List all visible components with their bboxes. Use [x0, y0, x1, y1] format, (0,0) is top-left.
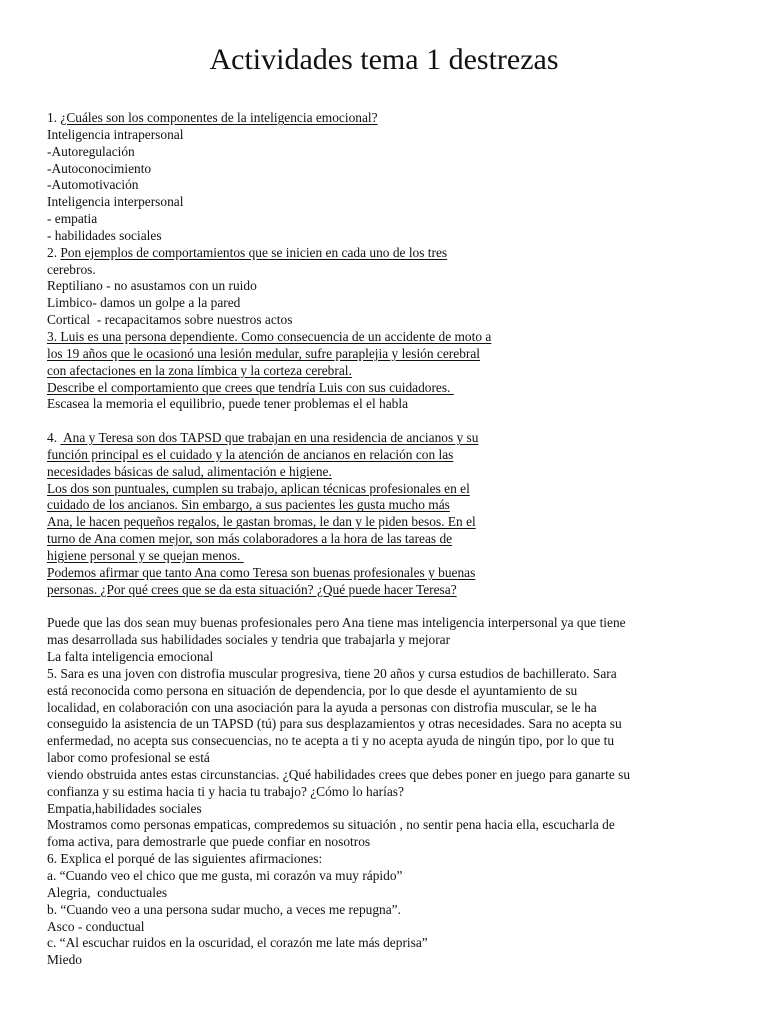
line-text: mas desarrollada sus habilidades sociales y tendria que trabajarla y mejorar [47, 632, 451, 648]
line-text: La falta inteligencia emocional [47, 649, 214, 664]
text-line [47, 514, 759, 531]
line-text: - empatia [47, 211, 98, 227]
text-line [47, 565, 759, 582]
line-text: -Autoconocimiento [47, 160, 152, 176]
line-text: labor como profesional se está [47, 750, 210, 766]
line-text: Miedo [47, 952, 82, 968]
text-line [47, 144, 759, 161]
line-text: Alegria, conductuales [47, 884, 168, 900]
text-line [47, 952, 759, 969]
text-line [47, 312, 759, 329]
line-text: cerebros. [47, 261, 96, 277]
text-line [47, 161, 759, 178]
line-text: Reptiliano - no asustamos con un ruido [47, 278, 257, 294]
text-line [47, 295, 759, 312]
text-line [47, 177, 759, 194]
text-line [47, 396, 759, 413]
text-line [47, 716, 759, 733]
blank-line [47, 598, 759, 615]
underlined-question-text: cuidado de los ancianos. Sin embargo, a sus pacientes les gusta mucho más [47, 497, 450, 513]
underlined-question-text: higiene personal y se quejan menos. [47, 547, 244, 563]
text-line [47, 548, 759, 565]
line-text: 4. [47, 430, 61, 446]
line-text: viendo obstruida antes estas circunstancias. ¿Qué habilidades crees que debes poner en juego para ganarte su [47, 766, 631, 782]
line-text: a. “Cuando veo el chico que me gusta, mi corazón va muy rápido” [47, 867, 403, 883]
text-line [47, 346, 759, 363]
text-line [47, 902, 759, 919]
text-line [47, 834, 759, 851]
line-text: enfermedad, no acepta sus consecuencias, no te acepta a ti y no acepta ayuda de ningún tipo, por lo que tu [47, 733, 615, 749]
line-text: está reconocida como persona en situación de dependencia, por lo que desde el ayuntamiento de su [47, 682, 578, 698]
text-line [47, 767, 759, 784]
text-line [47, 851, 759, 868]
line-text: Mostramos como personas empaticas, compredemos su situación , no sentir pena hacia ella, escucharla de [47, 817, 615, 833]
line-text: foma activa, para demostrarle que puede confiar en nosotros [47, 834, 371, 850]
line-text: Inteligencia interpersonal [47, 194, 184, 210]
text-line [47, 127, 759, 144]
underlined-question-text: Ana y Teresa son dos TAPSD que trabajan en una residencia de ancianos y su [60, 430, 479, 446]
underlined-question-text: Los dos son puntuales, cumplen su trabajo, aplican técnicas profesionales en el [47, 480, 470, 496]
line-text: Puede que las dos sean muy buenas profesionales pero Ana tiene mas inteligencia interpersonal ya que tiene [47, 615, 626, 631]
text-line [47, 481, 759, 498]
underlined-question-text: personas. ¿Por qué crees que se da esta situación? ¿Qué puede hacer Teresa? [47, 581, 457, 597]
line-text: - habilidades sociales [47, 227, 162, 243]
text-line [47, 531, 759, 548]
underlined-question-text: Describe el comportamiento que crees que tendría Luis con sus cuidadores. [47, 379, 454, 395]
text-line [47, 885, 759, 902]
line-text: Asco - conductual [47, 918, 145, 934]
line-text: b. “Cuando veo a una persona sudar mucho, a veces me repugna”. [47, 901, 401, 917]
text-line [47, 700, 759, 717]
text-line [47, 228, 759, 245]
text-line [47, 110, 759, 127]
text-line [47, 211, 759, 228]
line-text: 5. Sara es una joven con distrofia muscular progresiva, tiene 20 años y cursa estudios de bachillerato. Sara [47, 665, 617, 681]
line-text: Limbico- damos un golpe a la pared [47, 295, 241, 311]
line-text: -Automotivación [47, 177, 139, 193]
text-line [47, 750, 759, 767]
underlined-question-text: Podemos afirmar que tanto Ana como Teresa son buenas profesionales y buenas [47, 564, 476, 580]
underlined-question-text: Ana, le hacen pequeños regalos, le gastan bromas, le dan y le piden besos. En el [47, 514, 476, 530]
text-line [47, 363, 759, 380]
text-line [47, 497, 759, 514]
line-text: Escasea la memoria el equilibrio, puede tener problemas el el habla [47, 396, 409, 412]
text-line [47, 935, 759, 952]
document-title: Actividades tema 1 destrezas [209, 43, 559, 76]
text-line [47, 801, 759, 818]
line-text: c. “Al escuchar ruidos en la oscuridad, el corazón me late más deprisa” [47, 935, 428, 951]
underlined-question-text: 3. Luis es una persona dependiente. Como consecuencia de un accidente de moto a [47, 328, 492, 344]
text-line [47, 582, 759, 599]
text-line [47, 245, 759, 262]
line-text: 6. Explica el porqué de las siguientes afirmaciones: [47, 851, 323, 867]
text-line [47, 666, 759, 683]
line-text: confianza y su estima hacia ti y hacia tu trabajo? ¿Cómo lo harías? [47, 783, 404, 799]
text-line [47, 464, 759, 481]
text-line [47, 649, 759, 666]
underlined-question-text: con afectaciones en la zona límbica y la corteza cerebral. [47, 362, 352, 378]
underlined-question-text: los 19 años que le ocasionó una lesión medular, sufre paraplejia y lesión cerebral [47, 345, 481, 361]
text-line [47, 919, 759, 936]
text-line [47, 683, 759, 700]
text-line [47, 447, 759, 464]
underlined-question-text: Pon ejemplos de comportamientos que se inicien en cada uno de los tres [60, 244, 448, 260]
text-line [47, 194, 759, 211]
line-text: Cortical - recapacitamos sobre nuestros actos [47, 312, 293, 328]
text-line [47, 733, 759, 750]
text-line [47, 868, 759, 885]
document-body [47, 110, 759, 969]
text-line [47, 262, 759, 279]
text-line [47, 380, 759, 397]
line-text: Inteligencia intrapersonal [47, 126, 184, 142]
text-line [47, 430, 759, 447]
text-line [47, 632, 759, 649]
text-line [47, 817, 759, 834]
underlined-question-text: ¿Cuáles son los componentes de la inteligencia emocional? [60, 110, 378, 125]
line-text: -Autoregulación [47, 143, 135, 159]
underlined-question-text: función principal es el cuidado y la atención de ancianos en relación con las [47, 446, 454, 462]
text-line [47, 784, 759, 801]
line-text: conseguido la asistencia de un TAPSD (tú) para sus desplazamientos y otras necesidades. Sara no acepta su [47, 716, 622, 732]
text-line [47, 615, 759, 632]
line-text: 1. [47, 110, 61, 125]
line-text: Empatia,habilidades sociales [47, 800, 202, 816]
blank-line [47, 413, 759, 430]
underlined-question-text: necesidades básicas de salud, alimentación e higiene. [47, 463, 332, 479]
text-line [47, 329, 759, 346]
line-text: localidad, en colaboración con una asociación para la ayuda a personas con distrofia muscular, se le ha [47, 699, 597, 715]
text-line [47, 278, 759, 295]
underlined-question-text: turno de Ana comen mejor, son más colaboradores a la hora de las tareas de [47, 531, 453, 547]
line-text: 2. [47, 244, 61, 260]
